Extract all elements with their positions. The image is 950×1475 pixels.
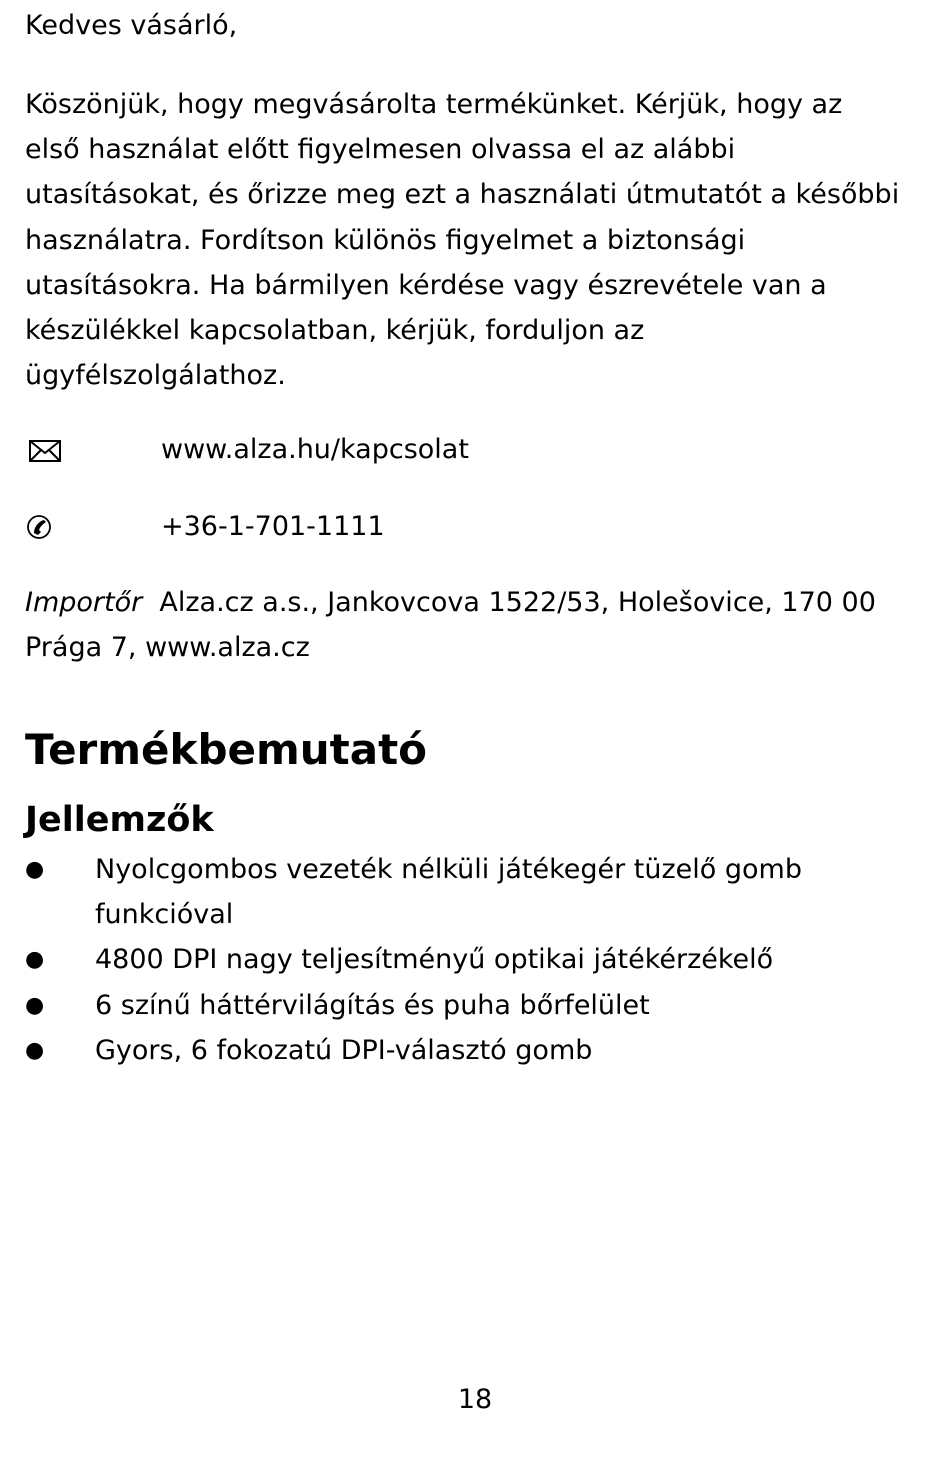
feature-text: Nyolcgombos vezeték nélküli játékegér tüzelő gomb funkcióval	[95, 854, 802, 931]
importer-label: Importőr	[25, 587, 143, 618]
list-item	[25, 847, 905, 937]
features-list	[25, 847, 905, 1073]
list-item	[25, 937, 905, 982]
bullet-icon: ●	[25, 947, 45, 973]
subsection-title: Jellemzők	[25, 800, 214, 840]
salutation: Kedves vásárló,	[25, 10, 238, 41]
feature-text: 4800 DPI nagy teljesítményű optikai játékérzékelő	[95, 944, 774, 976]
bullet-icon: ●	[25, 992, 45, 1018]
importer-info	[25, 580, 905, 670]
feature-text: Gyors, 6 fokozatú DPI-választó gomb	[95, 1034, 593, 1066]
envelope-icon	[25, 430, 65, 470]
contact-web-link[interactable]: www.alza.hu/kapcsolat	[161, 434, 469, 465]
page-number: 18	[457, 1384, 493, 1415]
section-title: Termékbemutató	[25, 725, 428, 774]
importer-text: Alza.cz a.s., Jankovcova 1522/53, Holešovice, 170 00 Prága 7, www.alza.cz	[25, 587, 876, 664]
feature-text: 6 színű háttérvilágítás és puha bőrfelület	[95, 989, 650, 1021]
list-item	[25, 983, 905, 1028]
intro-paragraph: Köszönjük, hogy megvásárolta termékünket. Kérjük, hogy az első használat előtt figyelmesen olvassa el az alábbi utasításokat, és őrizze meg ezt a használati útmutatót a későbbi használatra. Fordítson különös figyelmet a biztonsági utasításokra. Ha bármilyen kérdése vagy észrevétele van a készülékkel kapcsolatban, kérjük, forduljon az ügyfélszolgálathoz.	[25, 89, 900, 392]
bullet-icon: ●	[25, 1037, 45, 1063]
list-item	[25, 1028, 905, 1073]
contact-phone-number[interactable]: +36-1-701-1111	[161, 511, 385, 542]
bullet-icon: ●	[25, 857, 45, 882]
phone-icon	[25, 507, 65, 547]
